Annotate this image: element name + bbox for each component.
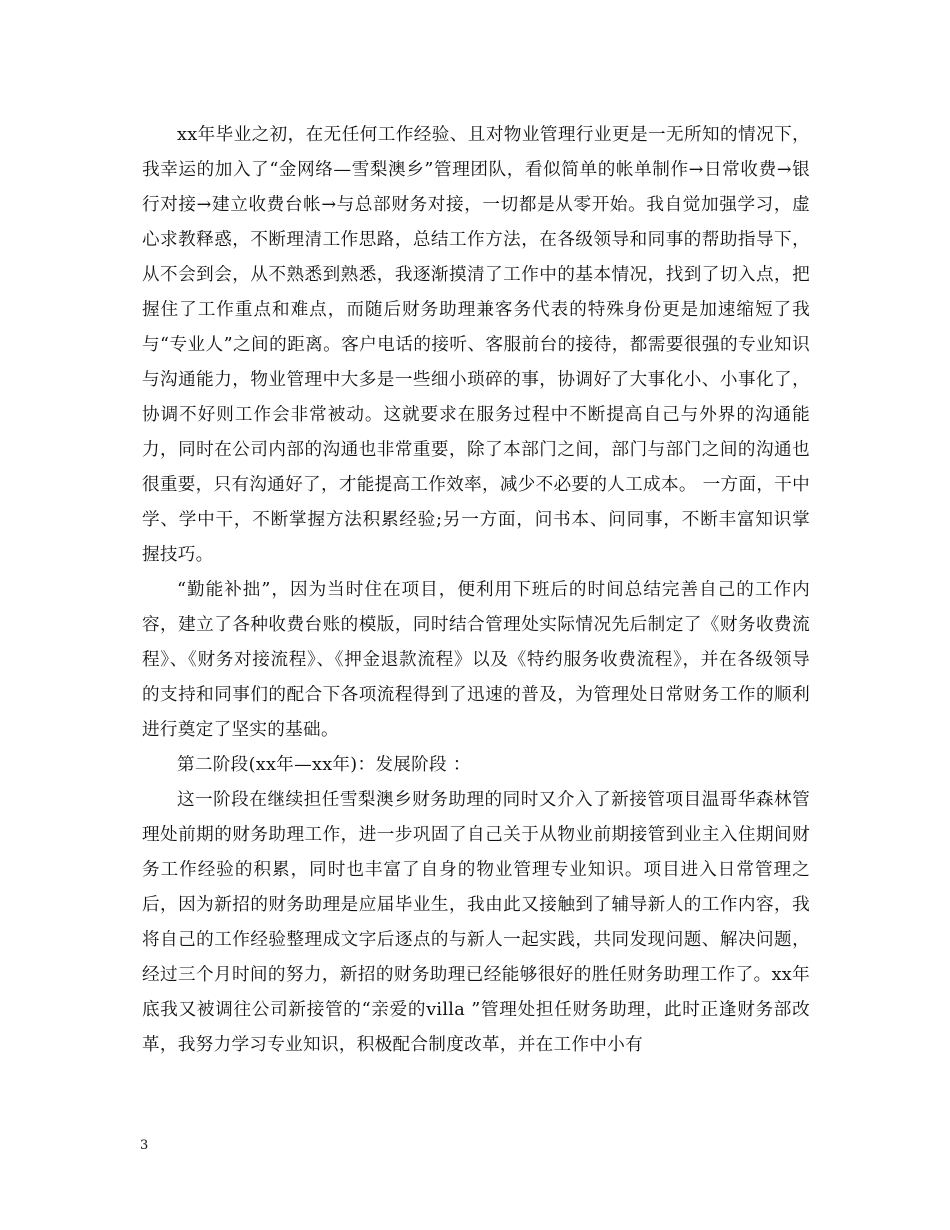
page-number: 3 [140,1138,149,1153]
paragraph-3: 这一阶段在继续担任雪梨澳乡财务助理的同时又介入了新接管项目温哥华森林管理处前期的财务助理工作，进一步巩固了自己关于从物业前期接管到业主入住期间财务工作经验的积累，同时也丰富了自身的物业管理专业知识。项目进入日常管理之后，因为新招的财务助理是应届毕业生，我由此又接触到了辅导新人的工作内容，我将自己的工作经验整理成文字后逐点的与新人一起实践，共同发现问题、解决问题，经过三个月时间的努力，新招的财务助理已经能够很好的胜任财务助理工作了。xx年底我又被调往公司新接管的“亲爱的villa ”管理处担任财务助理，此时正逢财务部改革，我努力学习专业知识，积极配合制度改革，并在工作中小有 [142,790,810,1055]
paragraph-2: “勤能补拙”，因为当时住在项目，便利用下班后的时间总结完善自己的工作内容，建立了各种收费台账的模版，同时结合管理处实际情况先后制定了《财务收费流程》、《财务对接流程》、《押金退款流程》以及《特约服务收费流程》，并在各级领导的支持和同事们的配合下各项流程得到了迅速的普及，为管理处日常财务工作的顺利进行奠定了坚实的基础。 [142,580,810,740]
document-body [142,118,810,1063]
section-heading-stage-two: 第二阶段(xx年—xx年)：发展阶段 ： [177,755,471,775]
paragraph-1: xx年毕业之初，在无任何工作经验、且对物业管理行业更是一无所知的情况下，我幸运的加入了“金网络—雪梨澳乡”管理团队，看似简单的帐单制作→日常收费→银行对接→建立收费台帐→与总部财务对接，一切都是从零开始。我自觉加强学习，虚心求教释惑，不断理清工作思路，总结工作方法，在各级领导和同事的帮助指导下，从不会到会，从不熟悉到熟悉，我逐渐摸清了工作中的基本情况，找到了切入点，把握住了工作重点和难点，而随后财务助理兼客务代表的特殊身份更是加速缩短了我与“专业人”之间的距离。客户电话的接听、客服前台的接待，都需要很强的专业知识与沟通能力，物业管理中大多是一些细小琐碎的事，协调好了大事化小、小事化了，协调不好则工作会非常被动。这就要求在服务过程中不断提高自己与外界的沟通能力，同时在公司内部的沟通也非常重要，除了本部门之间，部门与部门之间的沟通也很重要，只有沟通好了，才能提高工作效率，减少不必要的人工成本。 一方面，干中学、学中干，不断掌握方法积累经验;另一方面，问书本、问同事，不断丰富知识掌握技巧。 [142,125,810,565]
